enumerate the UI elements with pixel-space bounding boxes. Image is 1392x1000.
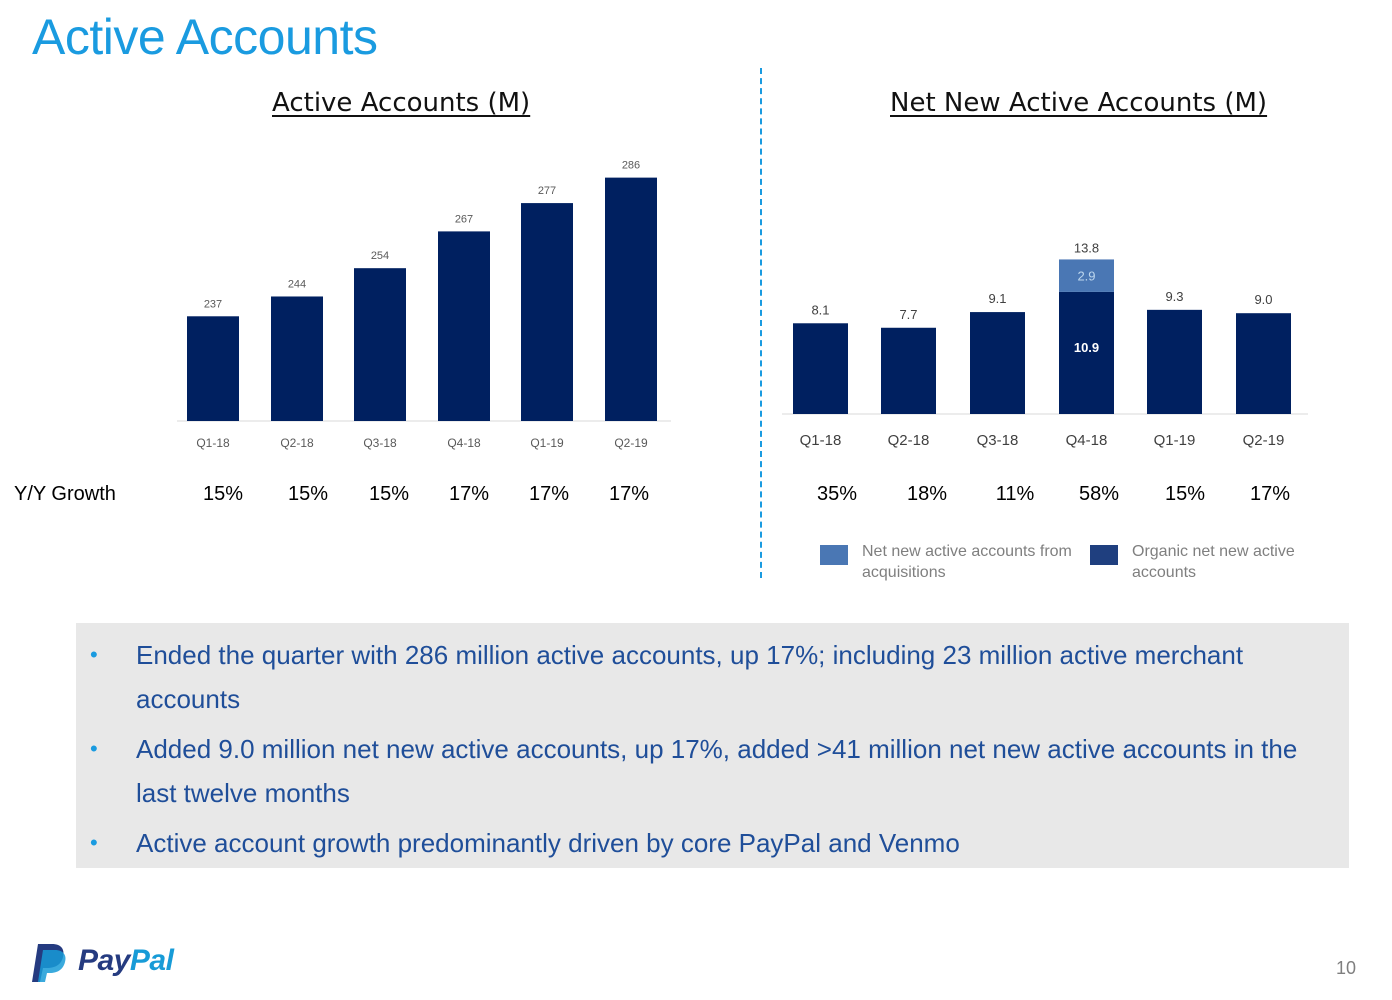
paypal-wordmark-pay: Pay xyxy=(78,944,130,977)
bullet-text: Active account growth predominantly driven by core PayPal and Venmo xyxy=(136,828,960,858)
organic-bar-q1-18 xyxy=(793,323,848,414)
tick-label-q3-18: Q3-18 xyxy=(363,436,397,450)
bullet-text: Added 9.0 million net new active accounts, up 17%, added >41 million net new active accounts in the last twelve months xyxy=(136,734,1298,808)
page-number: 10 xyxy=(1335,958,1356,978)
paypal-wordmark xyxy=(78,944,173,978)
organic-label-q1-19: 9.3 xyxy=(1165,288,1184,304)
tick-label-q2-18: Q2-18 xyxy=(280,436,314,450)
organic-label-q3-18: 9.1 xyxy=(988,291,1007,307)
acquisition-label-q4-18: 2.9 xyxy=(1077,268,1096,284)
organic-bar-q3-18 xyxy=(970,312,1025,414)
legend-organic-label: Organic net new active accounts xyxy=(1132,543,1295,581)
organic-bar-q2-18 xyxy=(881,328,936,414)
yoy-growth-left-q4-18: 17% xyxy=(448,483,490,505)
bullet-dot: • xyxy=(90,736,98,761)
total-label-q4-18: 13.8 xyxy=(1073,240,1100,256)
data-label-q2-18: 244 xyxy=(287,278,307,291)
key-points-box xyxy=(76,623,1349,868)
data-label-q2-19: 286 xyxy=(621,159,641,172)
legend-organic-swatch xyxy=(1090,545,1118,565)
organic-label-q1-18: 8.1 xyxy=(811,302,830,318)
yoy-growth-left-q2-19: 17% xyxy=(608,483,650,505)
yoy-growth-right-q1-19: 15% xyxy=(1164,483,1206,505)
bullet-item xyxy=(90,821,1336,865)
data-label-q4-18: 267 xyxy=(454,213,474,226)
net-new-accounts-chart-title: Net New Active Accounts (M) xyxy=(890,88,1268,118)
yoy-growth-right-q4-18: 58% xyxy=(1078,483,1120,505)
net-new-accounts-chart xyxy=(0,0,1392,470)
data-label-q1-19: 277 xyxy=(537,185,557,198)
tick-label-q1-18: Q1-18 xyxy=(196,436,230,450)
bullet-text: Ended the quarter with 286 million active accounts, up 17%; including 23 million active merchant accounts xyxy=(136,640,1244,714)
tick-label-q1-19: Q1-19 xyxy=(1153,432,1196,449)
yoy-growth-left-q1-18: 15% xyxy=(202,483,244,505)
paypal-logo xyxy=(30,940,230,984)
bullet-dot: • xyxy=(90,830,98,855)
tick-label-q2-19: Q2-19 xyxy=(1242,432,1285,449)
tick-label-q1-18: Q1-18 xyxy=(799,432,842,449)
paypal-p-icon xyxy=(30,940,70,984)
tick-label-q2-19: Q2-19 xyxy=(614,436,648,450)
tick-label-q4-18: Q4-18 xyxy=(1065,432,1108,449)
paypal-wordmark-pal: Pal xyxy=(129,944,174,977)
tick-label-q1-19: Q1-19 xyxy=(530,436,564,450)
organic-bar-q1-19 xyxy=(1147,310,1202,414)
slide-title: Active Accounts xyxy=(32,9,378,65)
bullet-item xyxy=(90,633,1336,721)
data-label-q3-18: 254 xyxy=(370,250,390,263)
bullet-dot: • xyxy=(90,642,98,667)
yoy-growth-left-q1-19: 17% xyxy=(528,483,570,505)
organic-label-q4-18: 10.9 xyxy=(1073,339,1100,355)
legend-acquisitions-label: Net new active accounts from acquisitions xyxy=(862,543,1072,581)
organic-label-q2-18: 7.7 xyxy=(899,306,918,322)
active-accounts-chart-title: Active Accounts (M) xyxy=(272,88,531,118)
yoy-growth-right-q2-18: 18% xyxy=(906,483,948,505)
yoy-growth-left-q3-18: 15% xyxy=(368,483,410,505)
legend-acquisitions-swatch xyxy=(820,545,848,565)
bullet-item xyxy=(90,727,1336,815)
yoy-growth-label: Y/Y Growth xyxy=(14,483,116,505)
yoy-growth-left-q2-18: 15% xyxy=(287,483,329,505)
tick-label-q2-18: Q2-18 xyxy=(887,432,930,449)
organic-bar-q2-19 xyxy=(1236,313,1291,414)
tick-label-q3-18: Q3-18 xyxy=(976,432,1019,449)
yoy-growth-right-q1-18: 35% xyxy=(816,483,858,505)
tick-label-q4-18: Q4-18 xyxy=(447,436,481,450)
data-label-q1-18: 237 xyxy=(203,298,223,311)
organic-label-q2-19: 9.0 xyxy=(1254,292,1273,308)
yoy-growth-right-q2-19: 17% xyxy=(1249,483,1291,505)
yoy-growth-right-q3-18: 11% xyxy=(995,483,1035,505)
